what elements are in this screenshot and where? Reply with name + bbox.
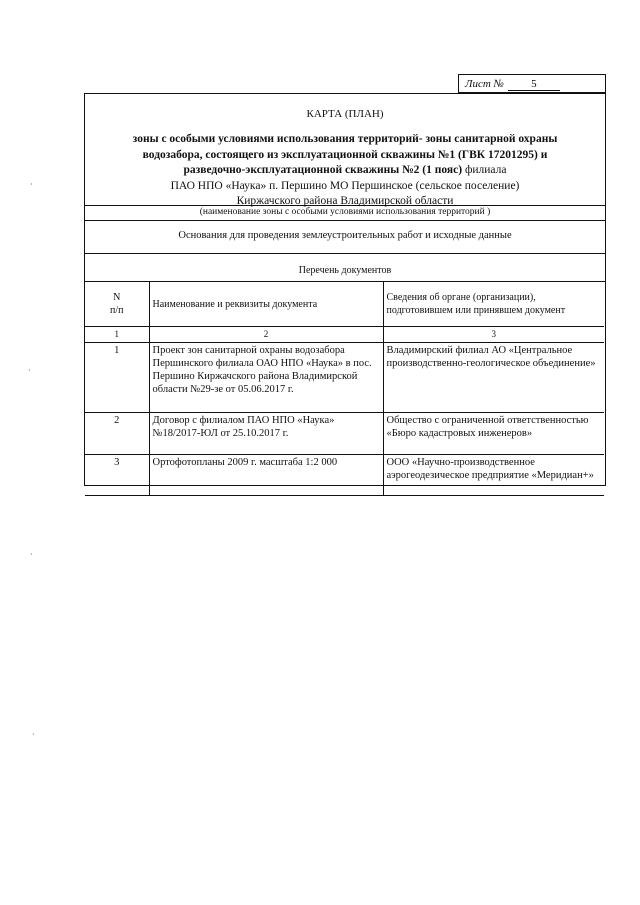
col-number-2: 2	[149, 327, 383, 343]
speck: ·	[30, 550, 33, 559]
subtitle-line-2: водозабора, состоящего из эксплуатационной скважины №1 (ГВК 17201295) и	[142, 148, 548, 161]
header-num: N п/п	[85, 282, 149, 327]
zone-name-caption: (наименование зоны с особыми условиями использования территорий )	[85, 205, 605, 221]
subtitle-line-3: разведочно-эксплуатационной скважины №2 (1 пояс) филиала	[183, 164, 507, 176]
table-row	[85, 455, 604, 496]
documents-table	[85, 281, 604, 496]
speck: ·	[32, 730, 35, 739]
row-org: Общество с ограниченной ответственностью «Бюро кадастровых инженеров»	[383, 413, 604, 455]
table-row	[85, 343, 604, 413]
row-num: 3	[85, 455, 149, 496]
table-header-row	[85, 282, 604, 327]
subtitle-line-5: Киржачского района Владимирской области	[236, 195, 454, 207]
sheet-number-box	[458, 74, 606, 93]
row-num: 1	[85, 343, 149, 413]
card-subtitle	[115, 132, 575, 210]
row-org: ООО «Научно-производственное аэрогеодезическое предприятие «Меридиан+»	[383, 455, 604, 496]
header-org: Сведения об органе (организации), подготовившем или принявшем документ	[383, 282, 604, 327]
sheet-label: Лист №	[465, 78, 504, 90]
sheet-number: 5	[508, 78, 560, 91]
row-name: Ортофотопланы 2009 г. масштаба 1:2 000	[149, 455, 383, 496]
col-number-3: 3	[383, 327, 604, 343]
row-num: 2	[85, 413, 149, 455]
col-number-1: 1	[85, 327, 149, 343]
header-name: Наименование и реквизиты документа	[149, 282, 383, 327]
row-name: Договор с филиалом ПАО НПО «Наука» №18/2017-ЮЛ от 25.10.2017 г.	[149, 413, 383, 455]
speck: ·	[28, 366, 31, 375]
basis-title: Основания для проведения землеустроительных работ и исходные данные	[85, 219, 605, 254]
subtitle-line-1: зоны с особыми условиями использования территорий- зоны санитарной охраны	[132, 133, 558, 145]
column-number-row	[85, 327, 604, 343]
subtitle-line-4: ПАО НПО «Наука» п. Першино МО Першинское (сельское поселение)	[170, 179, 520, 192]
table-row	[85, 413, 604, 455]
documents-list-title: Перечень документов	[85, 253, 605, 282]
speck: ·	[30, 180, 33, 189]
card-title: КАРТА (ПЛАН)	[306, 108, 384, 120]
row-name: Проект зон санитарной охраны водозабора Першинского филиала ОАО НПО «Наука» в пос. Першино Киржачского района Владимирской области №29-зе от 05.06.2017 г.	[149, 343, 383, 413]
document-frame	[84, 93, 606, 486]
row-org: Владимирский филиал АО «Центральное производственно-геологическое объединение»	[383, 343, 604, 413]
